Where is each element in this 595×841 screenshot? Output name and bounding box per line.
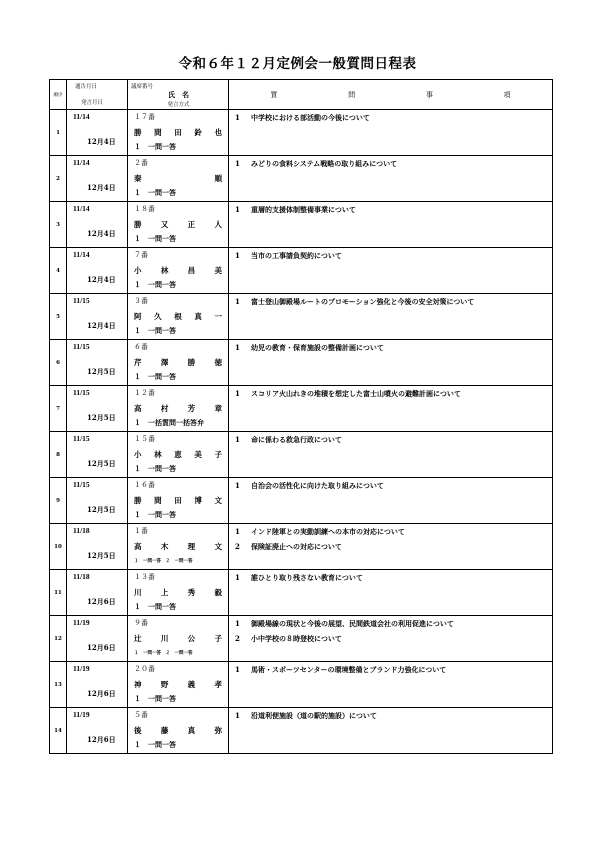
topic-text: スコリア火山れきの堆積を想定した富士山噴火の避難計画について bbox=[251, 389, 461, 398]
topic-number: 1 bbox=[235, 665, 240, 674]
row-speak-date: 12月4日 bbox=[87, 183, 116, 192]
row-seat-number: １番 bbox=[134, 527, 148, 535]
row-topic-cell bbox=[229, 524, 553, 570]
topic-item bbox=[235, 297, 474, 307]
topic-number: 2 bbox=[235, 634, 240, 643]
row-notice-date: 11/18 bbox=[73, 572, 90, 581]
topic-item bbox=[235, 343, 384, 353]
topic-number: 1 bbox=[235, 205, 240, 214]
row-order-number: 3 bbox=[50, 202, 67, 248]
row-date-cell bbox=[67, 248, 128, 294]
topic-item bbox=[235, 113, 370, 123]
row-speak-date: 12月5日 bbox=[87, 505, 116, 514]
topic-number: 1 bbox=[235, 251, 240, 260]
row-notice-date: 11/19 bbox=[73, 664, 90, 673]
topic-text: 命に係わる救急行政について bbox=[251, 435, 342, 444]
row-speak-date: 12月5日 bbox=[87, 551, 116, 560]
row-notice-date: 11/15 bbox=[73, 434, 90, 443]
row-order-number: 6 bbox=[50, 340, 67, 386]
row-name-cell bbox=[128, 294, 229, 340]
row-speech-method: １ 一問一答 bbox=[134, 510, 176, 519]
header-seat: 議席番号 bbox=[131, 84, 154, 90]
table-row bbox=[50, 662, 553, 708]
table-row bbox=[50, 340, 553, 386]
topic-item bbox=[235, 665, 446, 675]
topic-text: 幼児の教育・保育施設の整備計画について bbox=[251, 343, 384, 352]
topic-number: 1 bbox=[235, 573, 240, 582]
topic-number: 1 bbox=[235, 297, 240, 306]
header-method: 発言方式 bbox=[167, 102, 190, 108]
topic-number: 1 bbox=[235, 435, 240, 444]
row-name-cell bbox=[128, 110, 229, 156]
row-speech-method: １ 一問一答 ２ 一問一答 bbox=[134, 559, 193, 564]
row-member-name: 高木理文 bbox=[134, 542, 222, 551]
row-name-cell bbox=[128, 202, 229, 248]
topic-item bbox=[235, 573, 363, 583]
row-member-name: 高村芳章 bbox=[134, 404, 222, 413]
row-name-cell bbox=[128, 708, 229, 754]
row-member-name: 芹澤勝徳 bbox=[134, 358, 222, 367]
row-name-cell bbox=[128, 524, 229, 570]
table-row bbox=[50, 478, 553, 524]
row-speak-date: 12月4日 bbox=[87, 321, 116, 330]
row-topic-cell bbox=[229, 248, 553, 294]
row-speech-method: １ 一問一答 bbox=[134, 280, 176, 289]
header-speak-date: 発言月日 bbox=[81, 100, 104, 106]
row-speak-date: 12月5日 bbox=[87, 459, 116, 468]
row-speech-method: １ 一問一答 bbox=[134, 188, 176, 197]
row-speech-method: １ 一問一答 bbox=[134, 602, 176, 611]
schedule-table bbox=[49, 79, 553, 754]
row-member-name: 後藤真弥 bbox=[134, 726, 222, 735]
row-notice-date: 11/18 bbox=[73, 526, 90, 535]
row-date-cell bbox=[67, 340, 128, 386]
row-name-cell bbox=[128, 662, 229, 708]
row-seat-number: １２番 bbox=[134, 389, 155, 397]
row-speak-date: 12月5日 bbox=[87, 413, 116, 422]
topic-number: 2 bbox=[235, 542, 240, 551]
table-header-row bbox=[50, 80, 553, 110]
row-topic-cell bbox=[229, 570, 553, 616]
row-speak-date: 12月5日 bbox=[87, 367, 116, 376]
row-speak-date: 12月4日 bbox=[87, 275, 116, 284]
topic-text: 自治会の活性化に向けた取り組みについて bbox=[251, 481, 384, 490]
topic-number: 1 bbox=[235, 113, 240, 122]
table-row bbox=[50, 386, 553, 432]
table-row bbox=[50, 708, 553, 754]
row-speak-date: 12月6日 bbox=[87, 689, 116, 698]
row-member-name: 小林昌美 bbox=[134, 266, 222, 275]
row-topic-cell bbox=[229, 662, 553, 708]
row-order-number: 14 bbox=[50, 708, 67, 754]
row-name-cell bbox=[128, 478, 229, 524]
row-seat-number: ２０番 bbox=[134, 665, 155, 673]
row-date-cell bbox=[67, 294, 128, 340]
topic-text: インド陸軍との実動訓練への本市の対応について bbox=[251, 527, 405, 536]
row-seat-number: １７番 bbox=[134, 113, 155, 121]
row-notice-date: 11/14 bbox=[73, 112, 90, 121]
topic-number: 1 bbox=[235, 343, 240, 352]
row-topic-cell bbox=[229, 294, 553, 340]
row-speech-method: １ 一問一答 ２ 一問一答 bbox=[134, 651, 193, 656]
row-notice-date: 11/15 bbox=[73, 342, 90, 351]
row-seat-number: １３番 bbox=[134, 573, 155, 581]
topic-item bbox=[235, 634, 342, 644]
row-member-name: 勝間田鈴也 bbox=[134, 128, 222, 137]
row-speak-date: 12月6日 bbox=[87, 735, 116, 744]
topic-item bbox=[235, 619, 454, 629]
topic-number: 1 bbox=[235, 711, 240, 720]
row-date-cell bbox=[67, 478, 128, 524]
row-date-cell bbox=[67, 202, 128, 248]
row-name-cell bbox=[128, 616, 229, 662]
row-seat-number: １５番 bbox=[134, 435, 155, 443]
row-member-name: 勝間田博文 bbox=[134, 496, 222, 505]
topic-item bbox=[235, 159, 397, 169]
row-notice-date: 11/14 bbox=[73, 158, 90, 167]
row-speech-method: １ 一問一答 bbox=[134, 740, 176, 749]
row-member-name: 川上秀毅 bbox=[134, 588, 222, 597]
row-order-number: 5 bbox=[50, 294, 67, 340]
row-date-cell bbox=[67, 708, 128, 754]
topic-text: 小中学校の８時登校について bbox=[251, 634, 342, 643]
row-order-number: 12 bbox=[50, 616, 67, 662]
row-speech-method: １ 一問一答 bbox=[134, 142, 176, 151]
topic-text: 重層的支援体制整備事業について bbox=[251, 205, 356, 214]
table-row bbox=[50, 432, 553, 478]
row-seat-number: ５番 bbox=[134, 711, 148, 719]
topic-text: 中学校における部活動の今後について bbox=[251, 113, 370, 122]
row-notice-date: 11/15 bbox=[73, 296, 90, 305]
row-speak-date: 12月6日 bbox=[87, 643, 116, 652]
topic-item bbox=[235, 711, 377, 721]
row-date-cell bbox=[67, 524, 128, 570]
topic-text: 誰ひとり取り残さない教育について bbox=[251, 573, 363, 582]
row-member-name: 秦順 bbox=[134, 174, 222, 183]
row-speak-date: 12月4日 bbox=[87, 229, 116, 238]
topic-item bbox=[235, 527, 405, 537]
row-order-number: 11 bbox=[50, 570, 67, 616]
row-topic-cell bbox=[229, 708, 553, 754]
row-member-name: 阿久根真一 bbox=[134, 312, 222, 321]
row-member-name: 辻川公子 bbox=[134, 634, 222, 643]
row-notice-date: 11/19 bbox=[73, 710, 90, 719]
row-topic-cell bbox=[229, 386, 553, 432]
row-order-number: 8 bbox=[50, 432, 67, 478]
row-seat-number: ６番 bbox=[134, 343, 148, 351]
topic-number: 1 bbox=[235, 619, 240, 628]
row-notice-date: 11/14 bbox=[73, 250, 90, 259]
table-row bbox=[50, 616, 553, 662]
row-order-number: 7 bbox=[50, 386, 67, 432]
row-topic-cell bbox=[229, 340, 553, 386]
page-title: 令和６年１２月定例会一般質問日程表 bbox=[178, 56, 417, 72]
row-speech-method: １ 一問一答 bbox=[134, 464, 176, 473]
row-seat-number: １８番 bbox=[134, 205, 155, 213]
table-row bbox=[50, 110, 553, 156]
header-date-cell bbox=[67, 80, 128, 110]
row-name-cell bbox=[128, 156, 229, 202]
row-speech-method: １ 一問一答 bbox=[134, 326, 176, 335]
row-seat-number: ９番 bbox=[134, 619, 148, 627]
topic-text: 保険証廃止への対応について bbox=[251, 542, 342, 551]
row-notice-date: 11/14 bbox=[73, 204, 90, 213]
row-seat-number: ７番 bbox=[134, 251, 148, 259]
row-order-number: 9 bbox=[50, 478, 67, 524]
row-topic-cell bbox=[229, 110, 553, 156]
row-topic-cell bbox=[229, 202, 553, 248]
row-topic-cell bbox=[229, 616, 553, 662]
row-member-name: 小林恵美子 bbox=[134, 450, 222, 459]
row-seat-number: １６番 bbox=[134, 481, 155, 489]
row-member-name: 神野義孝 bbox=[134, 680, 222, 689]
table-row bbox=[50, 524, 553, 570]
header-notice-date: 通告月日 bbox=[75, 84, 98, 90]
topic-text: 馬術・スポーツセンターの環境整備とブランド力強化について bbox=[251, 665, 447, 674]
topic-number: 1 bbox=[235, 389, 240, 398]
table-row bbox=[50, 294, 553, 340]
row-name-cell bbox=[128, 248, 229, 294]
row-date-cell bbox=[67, 432, 128, 478]
row-date-cell bbox=[67, 110, 128, 156]
topic-item bbox=[235, 251, 342, 261]
table-row bbox=[50, 156, 553, 202]
row-name-cell bbox=[128, 432, 229, 478]
row-notice-date: 11/15 bbox=[73, 388, 90, 397]
header-topic: 質問事項 bbox=[270, 90, 511, 99]
row-speech-method: １ 一問一答 bbox=[134, 694, 176, 703]
topic-item bbox=[235, 205, 356, 215]
row-name-cell bbox=[128, 570, 229, 616]
topic-number: 1 bbox=[235, 481, 240, 490]
row-notice-date: 11/15 bbox=[73, 480, 90, 489]
row-speak-date: 12月4日 bbox=[87, 137, 116, 146]
header-topic-cell bbox=[229, 80, 553, 110]
topic-text: 富士登山御殿場ルートのプロモーション強化と今後の安全対策について bbox=[251, 297, 475, 306]
row-topic-cell bbox=[229, 478, 553, 524]
topic-item bbox=[235, 481, 384, 491]
header-order: 順序 bbox=[50, 80, 67, 110]
row-date-cell bbox=[67, 156, 128, 202]
topic-number: 1 bbox=[235, 159, 240, 168]
topic-text: 沿道利便施設（道の駅的施設）について bbox=[251, 711, 377, 720]
row-speech-method: １ 一問一答 bbox=[134, 372, 176, 381]
row-name-cell bbox=[128, 386, 229, 432]
row-order-number: 4 bbox=[50, 248, 67, 294]
table-row bbox=[50, 248, 553, 294]
row-speech-method: １ 一問一答 bbox=[134, 234, 176, 243]
table-row bbox=[50, 570, 553, 616]
topic-number: 1 bbox=[235, 527, 240, 536]
topic-text: みどりの食料システム戦略の取り組みについて bbox=[251, 159, 398, 168]
topic-text: 御殿場線の現状と今後の展望、民間鉄道会社の利用促進について bbox=[251, 619, 454, 628]
row-order-number: 1 bbox=[50, 110, 67, 156]
row-order-number: 2 bbox=[50, 156, 67, 202]
row-speak-date: 12月6日 bbox=[87, 597, 116, 606]
header-name: 氏 名 bbox=[168, 90, 189, 99]
row-date-cell bbox=[67, 386, 128, 432]
table-row bbox=[50, 202, 553, 248]
row-date-cell bbox=[67, 570, 128, 616]
row-order-number: 13 bbox=[50, 662, 67, 708]
row-order-number: 10 bbox=[50, 524, 67, 570]
row-date-cell bbox=[67, 662, 128, 708]
topic-text: 当市の工事請負契約について bbox=[251, 251, 342, 260]
row-speech-method: １ 一括質問一括答弁 bbox=[134, 418, 204, 427]
row-date-cell bbox=[67, 616, 128, 662]
topic-item bbox=[235, 435, 342, 445]
row-member-name: 勝又正人 bbox=[134, 220, 222, 229]
row-notice-date: 11/19 bbox=[73, 618, 90, 627]
row-seat-number: ２番 bbox=[134, 159, 148, 167]
row-name-cell bbox=[128, 340, 229, 386]
topic-item bbox=[235, 542, 342, 552]
topic-item bbox=[235, 389, 461, 399]
row-topic-cell bbox=[229, 432, 553, 478]
row-topic-cell bbox=[229, 156, 553, 202]
header-name-cell bbox=[128, 80, 229, 110]
row-seat-number: ３番 bbox=[134, 297, 148, 305]
